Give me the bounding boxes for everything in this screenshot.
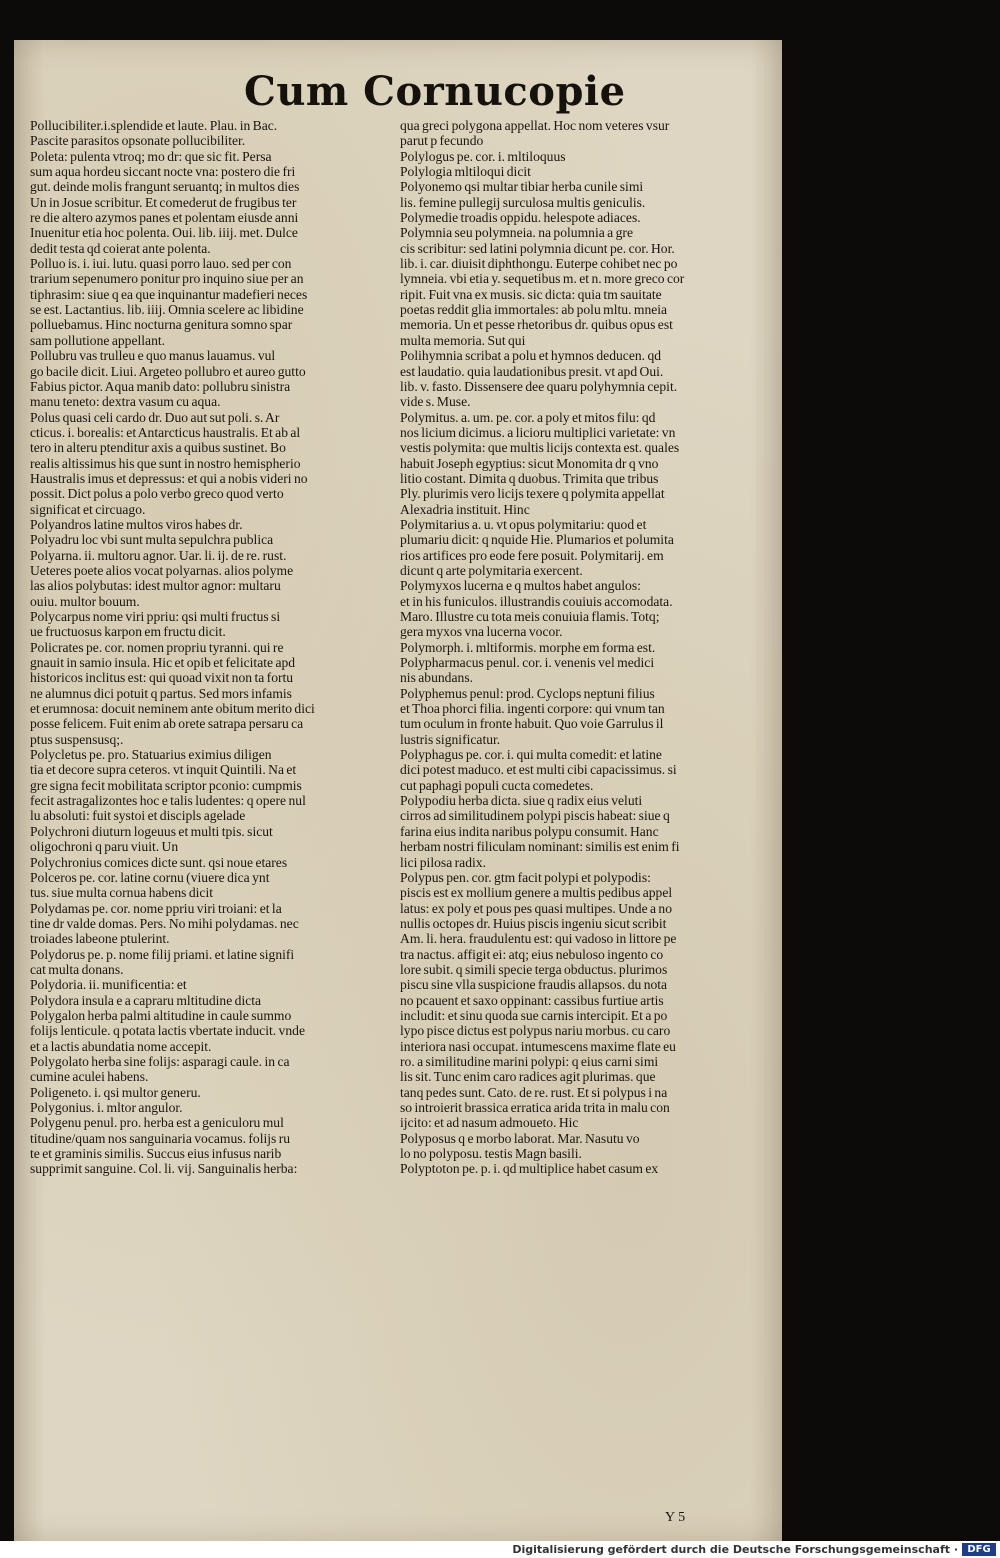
text-line: Polylogus pe. cor. i. mltiloquus <box>400 148 566 164</box>
text-line: re die altero azymos panes et polentam eiusde anni <box>30 210 299 226</box>
left-text-column <box>30 118 378 1177</box>
text-line: gera myxos vna lucerna vocor. <box>400 624 563 640</box>
text-line: Polypus pen. cor. gtm facit polypi et polypodis: <box>400 869 651 885</box>
funding-notice: Digitalisierung gefördert durch die Deutsche Forschungsgemeinschaft · <box>512 1543 958 1556</box>
text-line: Poleta: pulenta vtroq; mo dr: que sic fit. Persa <box>30 148 272 164</box>
text-line: Polyphagus pe. cor. i. qui multa comedit: et latine <box>400 747 662 763</box>
text-line: vestis polymita: que multis licijs contexta est. quales <box>400 440 680 456</box>
text-line: Polyandros latine multos viros habes dr. <box>30 516 243 532</box>
text-line: manu teneto: dextra vasum cu aqua. <box>30 394 221 410</box>
text-line: cis scribitur: sed latini polymnia dicunt pe. cor. Hor. <box>400 240 675 256</box>
text-line: ue fructuosus karpon em fructu dicit. <box>30 624 226 640</box>
text-line: tine dr valde domas. Pers. No mihi polydamas. nec <box>30 915 299 931</box>
text-line: tus. siue multa cornua habens dicit <box>30 885 214 901</box>
text-line: te et graminis similis. Succus eius infusus narib <box>30 1146 282 1162</box>
text-line: lis. femine pullegij surculosa multis geniculis. <box>400 194 646 210</box>
text-line: ijcito: et ad nasum admoueto. Hic <box>400 1115 579 1131</box>
text-line: lici pilosa radix. <box>400 854 486 870</box>
text-line: est laudatio. quia laudationibus presit. vt apd Oui. <box>400 363 664 379</box>
text-line: includit: et sinu quoda sue carnis intercipit. Et a po <box>400 1007 668 1023</box>
text-line: oligochroni q paru viuit. Un <box>30 839 179 855</box>
text-line: Polydoria. ii. munificentia: et <box>30 977 187 993</box>
text-line: poetas reddit glia immortales: ab polu mltu. mneia <box>400 302 668 318</box>
text-line: lo no polyposu. testis Magn basili. <box>400 1146 582 1162</box>
text-line: lib. i. car. diuisit diphthongu. Euterpe cohibet nec po <box>400 256 678 272</box>
text-line: go bacile dicit. Liui. Argeteo pollubro et aureo gutto <box>30 363 306 379</box>
text-line: significat et circuago. <box>30 501 146 517</box>
text-line: et in his funiculos. illustrandis couiuis accomodata. <box>400 593 673 609</box>
text-line: Polydorus pe. p. nome filij priami. et latine signifi <box>30 946 295 962</box>
text-line: nis abundans. <box>400 670 474 686</box>
text-line: Polceros pe. cor. latine cornu (viuere dica ynt <box>30 869 270 885</box>
text-line: troiades labeone ptulerint. <box>30 931 170 947</box>
text-line: Polypharmacus penul. cor. i. venenis vel medici <box>400 655 655 671</box>
text-line: dici potest maduco. et est multi cibi capacissimus. si <box>400 762 677 778</box>
text-line: interiora nasi occupat. intumescens maxime flate eu <box>400 1038 676 1054</box>
text-line: ro. a similitudine marini polypi: q eius carni simi <box>400 1053 659 1069</box>
text-line: lore subit. q simili specie terga obductus. plurimos <box>400 961 668 977</box>
text-line: trarium sepenumero ponitur pro inquino siue per an <box>30 271 304 287</box>
text-line: Ueteres poete alios vocat polyarnas. alios polyme <box>30 562 294 578</box>
text-line: realis altissimus his que sunt in nostro hemispherio <box>30 455 301 471</box>
text-line: multa memoria. Sut qui <box>400 332 526 348</box>
text-line: lypo pisce dictus est polypus nariu morbus. cu caro <box>400 1023 671 1039</box>
text-line: tia et decore supra ceteros. vt inquit Quintili. Na et <box>30 762 297 778</box>
text-line: Polygalon herba palmi altitudine in caule summo <box>30 1007 292 1023</box>
text-line: Fabius pictor. Aqua manib dato: pollubru sinistra <box>30 378 291 394</box>
text-line: tra nactus. affigit ei: atq; eius nebuloso ingento co <box>400 946 664 962</box>
text-line: tero in alteru ptenditur axis a quibus sustinet. Bo <box>30 440 286 456</box>
text-line: nos licium dicimus. a licioru multiplici varietate: vn <box>400 424 676 440</box>
text-line: Polymedie troadis oppidu. helespote adiaces. <box>400 210 641 226</box>
text-line: plumariu dicit: q nquide Hie. Plumarios et polumita <box>400 532 674 548</box>
text-line: Polygenu penul. pro. herba est a geniculoru mul <box>30 1115 284 1131</box>
text-line: Polygonius. i. mltor angulor. <box>30 1100 183 1115</box>
text-line: Polyarna. ii. multoru agnor. Uar. li. ij. de re. rust. <box>30 547 287 563</box>
text-line: ripit. Fuit vna ex musis. sic dicta: quia tm sauitate <box>400 286 662 302</box>
text-line: lymneia. vbi etia y. sequetibus m. et n. more greco cor <box>400 271 685 287</box>
text-line: cticus. i. borealis: et Antarcticus haustralis. Et ab al <box>30 424 301 440</box>
text-line: gre signa fecit mobilitata scriptor pconio: cumpmis <box>30 777 302 793</box>
text-line: farina eius indita naribus polypu consumit. Hanc <box>400 823 659 839</box>
text-line: lis sit. Tunc enim caro radices agit plurimas. que <box>400 1069 656 1085</box>
text-line: qua greci polygona appellat. Hoc nom veteres vsur <box>400 118 670 133</box>
text-line: Pascite parasitos opsonate pollucibiliter. <box>30 133 246 149</box>
text-line: ne alumnus dici potuit q partus. Sed mors infamis <box>30 685 292 701</box>
text-line: cumine aculei habens. <box>30 1069 149 1085</box>
text-line: ptus suspensusq;. <box>30 731 124 747</box>
text-line: lustris significatur. <box>400 731 501 747</box>
text-line: Polluo is. i. iui. lutu. quasi porro lauo. sed per con <box>30 256 292 272</box>
text-line: Alexadria instituit. Hinc <box>400 501 530 517</box>
text-line: dicunt q arte polymitaria exercent. <box>400 562 583 578</box>
text-line: Polymnia seu polymneia. na polumnia a gre <box>400 225 633 241</box>
text-line: Pollucibiliter.i.splendide et laute. Plau. in Bac. <box>30 118 278 133</box>
dfg-logo: DFG <box>962 1543 996 1556</box>
text-line: cat multa donans. <box>30 961 124 977</box>
text-line: tiphrasim: siue q ea que inquinantur madefieri neces <box>30 286 308 302</box>
text-line: Polihymnia scribat a polu et hymnos deducen. qd <box>400 348 662 364</box>
text-line: Polychronius comices dicte sunt. qsi noue etares <box>30 854 288 870</box>
text-line: parut p fecundo <box>400 133 484 149</box>
text-line: folijs lenticule. q potata lactis vbertate inducit. vnde <box>30 1023 305 1039</box>
text-line: piscis est ex mollium genere a multis pedibus appel <box>400 885 673 901</box>
text-line: tanq pedes sunt. Cato. de re. rust. Et si polypus i na <box>400 1084 668 1100</box>
signature-mark: Y 5 <box>665 1510 686 1525</box>
text-line: Maro. Illustre cu tota meis conuiuia flamis. Totq; <box>400 609 660 624</box>
text-line: so introierit brassica erratica arida trita in malu con <box>400 1100 670 1115</box>
text-line: nullis octopes dr. Huius piscis ingeniu sicut scribit <box>400 915 667 931</box>
text-line: Polyposus q e morbo laborat. Mar. Nasutu vo <box>400 1130 640 1146</box>
text-line: latus: ex poly et pous pes quasi multipes. Unde a no <box>400 900 673 916</box>
text-line: Polyphemus penul: prod. Cyclops neptuni filius <box>400 685 655 701</box>
text-line: Ply. plurimis vero licijs texere q polymita appellat <box>400 486 665 502</box>
text-line: cut paphagi populi cucta comedetes. <box>400 777 594 793</box>
text-line: Polydora insula e a capraru mltitudine dicta <box>30 992 262 1008</box>
text-line: rios artifices pro eode fere posuit. Polymitarij. em <box>400 547 664 563</box>
text-line: Un in Josue scribitur. Et comederut de frugibus ter <box>30 194 297 210</box>
text-line: ouiu. multor bouum. <box>30 593 140 609</box>
text-line: et a lactis abundatia nome accepit. <box>30 1038 212 1054</box>
text-line: et erumnosa: docuit neminem ante obitum merito dici <box>30 701 315 717</box>
text-line: titudine/quam nos sanguinaria vocamus. folijs ru <box>30 1130 291 1146</box>
text-line: Polymitarius a. u. vt opus polymitariu: quod et <box>400 516 647 532</box>
text-line: cirros ad similitudinem polypi piscis habeat: siue q <box>400 808 670 824</box>
text-line: dedit testa qd coierat ante polenta. <box>30 240 211 256</box>
text-line: fecit astragalizontes hoc e talis ludentes: q opere nul <box>30 793 306 809</box>
text-line: Polycarpus nome viri ppriu: qsi multi fructus si <box>30 609 281 624</box>
text-line: Polymyxos lucerna e q multos habet angulos: <box>400 578 641 594</box>
text-line: Polus quasi celi cardo dr. Duo aut sut poli. s. Ar <box>30 409 280 425</box>
text-line: Polyadru loc vbi sunt multa sepulchra publica <box>30 532 274 548</box>
text-line: polluebamus. Hinc nocturna genitura somno spar <box>30 317 293 333</box>
text-line: Polychroni diuturn logeuus et multi tpis. sicut <box>30 823 273 839</box>
text-line: Inuenitur etia hoc polenta. Oui. lib. iiij. met. Dulce <box>30 225 298 241</box>
text-line: gut. deinde molis frangunt seruantq; in multos dies <box>30 179 300 195</box>
text-line: Polygolato herba sine folijs: asparagi caule. in ca <box>30 1053 290 1069</box>
text-line: Polylogia mltiloqui dicit <box>400 164 531 180</box>
text-line: posse felicem. Fuit enim ab orete satrapa persaru ca <box>30 716 304 732</box>
page-headline: Cum Cornucopie <box>244 68 626 115</box>
text-line: herbam nostri filiculam nominant: similis est enim fi <box>400 839 680 855</box>
text-line: piscu sine vlla suspicione fraudis allapsos. du nota <box>400 977 668 993</box>
text-line: historicos inclitus est: qui quoad vixit non ta fortu <box>30 670 294 686</box>
text-line: lib. v. fasto. Dissensere dee quaru polyhymnia cepit. <box>400 378 678 394</box>
text-line: Polymitus. a. um. pe. cor. a poly et mitos filu: qd <box>400 409 656 425</box>
text-line: Am. li. hera. fraudulentu est: qui vadoso in littore pe <box>400 931 677 947</box>
text-line: Polymorph. i. mltiformis. morphe em forma est. <box>400 639 656 655</box>
text-line: possit. Dict polus a polo verbo greco quod verto <box>30 486 284 502</box>
text-line: Haustralis imus et depressus: et qui a nobis videri no <box>30 470 308 486</box>
text-line: Polyonemo qsi multar tibiar herba cunile simi <box>400 179 644 195</box>
text-line: litio costant. Dimita q duobus. Trimita que tribus <box>400 470 659 486</box>
text-line: memoria. Un et pesse rhetoribus dr. quibus opus est <box>400 317 673 333</box>
text-line: supprimit sanguine. Col. li. vij. Sanguinalis herba: <box>30 1161 298 1177</box>
text-line: Pollubru vas trulleu e quo manus lauamus. vul <box>30 348 276 364</box>
text-line: Polycletus pe. pro. Statuarius eximius diligen <box>30 747 272 763</box>
text-line: habuit Joseph egyptius: sicut Monomita dr q vno <box>400 455 659 471</box>
text-line: Polydamas pe. cor. nome ppriu viri troiani: et la <box>30 900 282 916</box>
text-line: sam pollutione appellant. <box>30 332 166 348</box>
text-line: las alios polybutas: idest multor agnor: multaru <box>30 578 281 594</box>
text-line: no pcauent et saxo oppinant: cassibus furtiue artis <box>400 992 664 1008</box>
text-line: tum oculum in fronte habuit. Quo voie Garrulus il <box>400 716 664 732</box>
text-line: lu absoluti: fuit systoi et discipls agelade <box>30 808 246 824</box>
text-line: Policrates pe. cor. nomen propriu tyranni. qui re <box>30 639 284 655</box>
text-line: gnauit in samio insula. Hic et opib et felicitate apd <box>30 655 296 671</box>
text-line: et Thoa phorci filia. ingenti corpore: qui vnum tan <box>400 701 665 717</box>
text-line: sum aqua hordeu siccant nocte vna: postero die fri <box>30 164 296 180</box>
text-line: Polypodiu herba dicta. siue q radix eius veluti <box>400 793 643 809</box>
text-line: se est. Lactantius. lib. iiij. Omnia scelere ac libidine <box>30 302 304 318</box>
text-line: Poligeneto. i. qsi multor generu. <box>30 1084 201 1100</box>
right-text-column <box>400 118 772 1177</box>
text-line: Polyptoton pe. p. i. qd multiplice habet casum ex <box>400 1161 659 1177</box>
text-line: vide s. Muse. <box>400 394 471 410</box>
